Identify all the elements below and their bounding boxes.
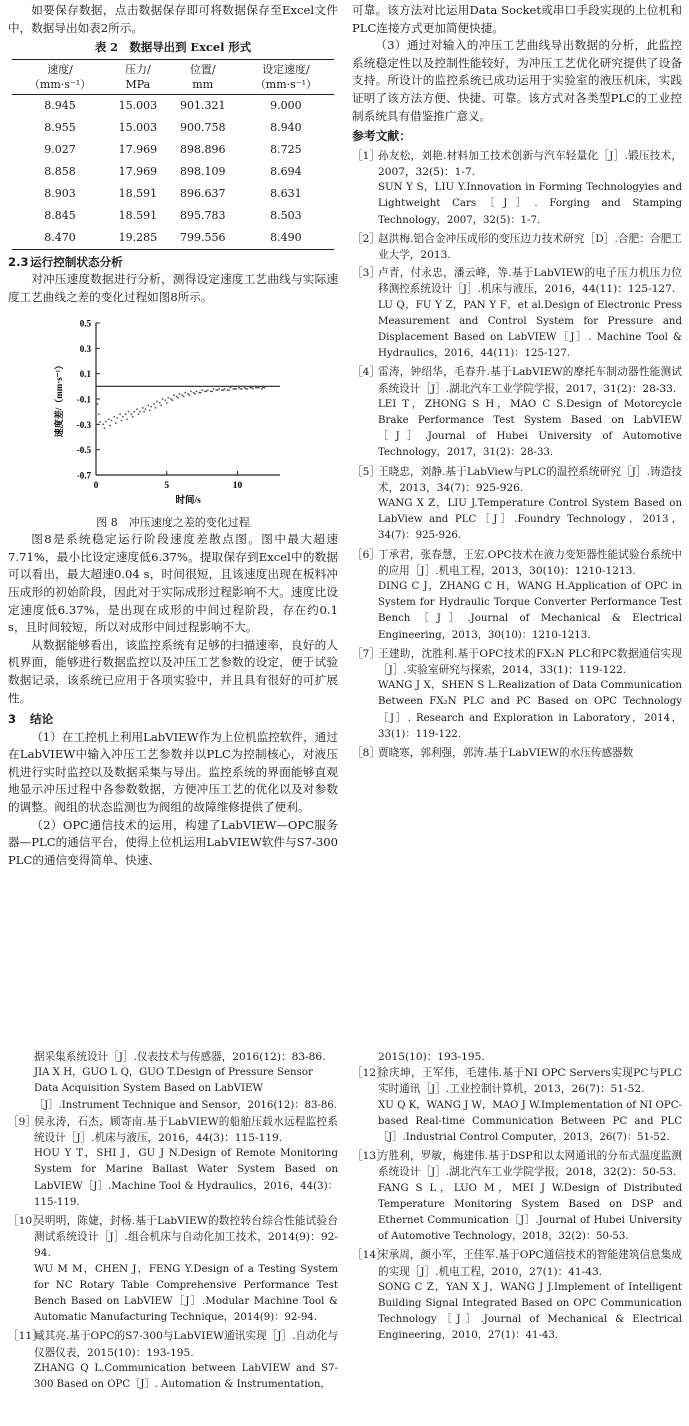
table-cell: 8.945: [44, 98, 76, 112]
reference-body: [378, 745, 682, 761]
table-row: [12, 94, 334, 117]
reference-body: [378, 148, 682, 229]
data-point: [153, 403, 155, 405]
reference-text-zh: 宋承周，颜小军，王佳军.基于OPC通信技术的智能建筑信息集成的实现［J］.机电工程，2010，27(1)：41-43.: [378, 1249, 682, 1278]
data-point: [109, 424, 111, 426]
data-point: [105, 420, 107, 422]
data-point: [187, 393, 189, 395]
paragraph-analysis: 对冲压速度数据进行分析，测得设定速度工艺曲线与实际速度工艺曲线之差的变化过程如图8所示。: [8, 272, 338, 304]
data-point: [132, 415, 134, 417]
reference-text-en: FANG S L，LUO M，MEI J W.Design of Distributed Temperature Monitoring System Based on DSP and Ethernet Communication［J］.Journal of Hubei University of Automotive Technology，2018，32(2)：50-53.: [378, 1182, 682, 1243]
paragraph-figure-discussion: 图8是系统稳定运行阶段速度差散点图。图中最大超速7.71%，最小比设定速度低6.37%。提取保存到Excel中的数据可以看出，最大超速0.04 s，时间很短，且该速度出现在板料冲压成形的初始阶段，因此对于实际成形过程影响不大。速度比设定速度低6.37%，是出现在成形的中间过程阶段，存在约0.1 s，且时间较短，所以对成形中间过程影响不大。: [8, 532, 338, 635]
x-axis-label: 时间/s: [175, 495, 201, 506]
reference-number: ［3］: [352, 267, 380, 280]
reference-number: ［8］: [352, 747, 380, 760]
data-point: [239, 388, 241, 390]
table-cell: 15.003: [118, 98, 158, 112]
table-cell: 8.694: [270, 164, 302, 178]
data-point: [139, 410, 141, 412]
data-point: [190, 390, 192, 392]
reference-body: [34, 1114, 338, 1211]
reference-item: [352, 1148, 682, 1245]
data-point: [97, 403, 99, 405]
reference-11-continued: 2015(10)：193-195.: [378, 1051, 485, 1063]
reference-item: [352, 547, 682, 644]
reference-item: [8, 1213, 338, 1326]
data-point: [230, 386, 232, 388]
reference-text-zh: 徐庆坤，王军伟，毛建伟.基于NI OPC Servers实现PC与PLC实时通讯［J］.工业控制计算机，2013，26(7)：51-52.: [378, 1067, 682, 1096]
data-point: [145, 408, 147, 410]
table-cell: 8.470: [12, 227, 108, 250]
data-point: [262, 386, 264, 388]
data-point: [228, 389, 230, 391]
table-cell: 17.969: [118, 142, 158, 156]
table-header: 设定速度/ （mm·s⁻¹）: [238, 59, 334, 94]
conclusion-1: （1）在工控机上利用LabVIEW作为上位机监控软件，通过在LabVIEW中输入冲压工艺参数并以PLC为控制核心，对液压机进行实时监控以及数据采集与导出。监控系统的界面能够直观地显示冲压过程中各参数数据，方便冲压工艺的优化以及对参数的调整。阀组的状态监测也为阀组的故障维修提供了便利。: [8, 729, 338, 815]
reference-text-en: WANG J X，SHEN S L.Realization of Data Communication Between FX₂N PLC and PC Based on OPC Technology［J］. Research and Exploration in Laboratory，2014，33(1)：119-122.: [378, 680, 682, 740]
paragraph-evaluation: 从数据能够看出，该监控系统有足够的扫描速率，良好的人机界面，能够进行数据监控以及冲压工艺参数的设定，便于试验数据记录，该系统已应用于各项实验中，并且具有很好的可扩展性。: [8, 637, 338, 705]
y-tick-label: 0.1: [79, 368, 91, 379]
reference-body: [378, 1065, 682, 1146]
reference-number: ［7］: [352, 647, 380, 660]
table-cell: 19.285: [108, 227, 167, 250]
data-point: [162, 398, 164, 400]
figure-8: [8, 307, 338, 512]
reference-list: [352, 1065, 682, 1344]
reference-text-zh: 贾晓寒，郭利强，郭涛.基于LabVIEW的水压传感器数: [378, 747, 634, 760]
reference-text-zh: 孙友松，刘艳.材料加工技术创新与汽车轻量化［J］.锻压技术，2007，32(5)：1-7.: [378, 149, 682, 178]
table-cell: 8.940: [270, 120, 302, 134]
data-point: [121, 419, 123, 421]
data-point: [98, 413, 100, 415]
reference-item: [352, 1065, 682, 1146]
reference-text-en: SONG C Z，YAN X J，WANG J J.Implement of Intelligent Building Signal Integrated Based on OPC Communication Technology［J］.Journal of Mechanical & Electrical Engineering，2010，27(1)：41-43.: [378, 1281, 682, 1342]
data-point: [133, 410, 135, 412]
left-column: [8, 2, 338, 869]
table-cell: 8.631: [270, 186, 302, 200]
reference-item: [352, 646, 682, 743]
reference-body: [378, 1247, 682, 1344]
bottom-left-column: [8, 1049, 338, 1395]
data-point: [143, 410, 145, 412]
reference-text-zh: 臧其亮.基于OPC的S7-300与LabVIEW通讯实现［J］.自动化与仪器仪表，2015(10)：193-195.: [34, 1330, 338, 1359]
reference-item: [352, 464, 682, 545]
table-cell: 8.503: [270, 208, 302, 222]
data-point: [207, 389, 209, 391]
data-point: [200, 391, 202, 393]
reference-text-en: XU Q K，WANG J W，MAO J W.Implementation of NI OPC-based Real-time Communication Between PC and PLC［J］.Industrial Control Computer，2013，26(7)：51-52.: [378, 1099, 682, 1144]
table-row: [12, 183, 334, 205]
table-cell: 9.000: [270, 98, 302, 112]
reference-text-en: ZHANG Q L.Communication between LabVIEW and S7-300 Based on OPC［J］. Automation & Instrumentation，: [34, 1362, 338, 1391]
data-point: [102, 423, 104, 425]
reference-body: [34, 1213, 338, 1326]
data-point: [164, 399, 166, 401]
reference-body: [378, 1148, 682, 1245]
data-point: [213, 388, 215, 390]
data-point: [115, 422, 117, 424]
table-row: [12, 139, 334, 161]
table-cell: 17.969: [118, 164, 158, 178]
data-point: [256, 386, 258, 388]
y-tick-label: 0.5: [79, 318, 91, 329]
table-header: 压力/ MPa: [108, 59, 167, 94]
data-point: [251, 386, 253, 388]
table-caption: 表 2 数据导出到 Excel 形式: [94, 40, 252, 55]
bottom-right-column: [352, 1049, 682, 1347]
reference-item: [352, 745, 682, 761]
data-point: [184, 391, 186, 393]
table-header: 位置/ mm: [168, 59, 238, 94]
data-point: [138, 413, 140, 415]
table-cell: 900.758: [179, 120, 226, 134]
x-tick-label: 5: [164, 480, 170, 491]
reference-text-en: LEI T，ZHONG S H，MAO C S.Design of Motorcycle Brake Performance Test System Based on LabVIEW［J］.Journal of Hubei University of Automotive Technology，2017，31(2)：28-33.: [378, 398, 682, 459]
data-point: [122, 415, 124, 417]
reference-item: [8, 1328, 338, 1393]
reference-item: [352, 231, 682, 263]
data-point: [193, 391, 195, 393]
data-point: [196, 390, 198, 392]
data-point: [206, 390, 208, 392]
data-point: [217, 389, 219, 391]
table-cell: 898.896: [179, 142, 226, 156]
reference-number: ［2］: [352, 232, 380, 245]
reference-body: [378, 646, 682, 743]
y-tick-label: -0.5: [76, 444, 91, 455]
table-cell: 9.027: [44, 142, 76, 156]
y-tick-label: -0.7: [76, 470, 91, 481]
reference-text-zh: 雷涛，钟绍华，毛春升.基于LabVIEW的摩托车制动器性能测试系统设计［J］.湖北汽车工业学院学报，2017，31(2)：28-33.: [378, 366, 682, 395]
table-cell: 8.725: [270, 142, 302, 156]
data-point: [126, 418, 128, 420]
table-cell: 895.783: [179, 208, 226, 222]
data-point: [119, 413, 121, 415]
data-point: [130, 413, 132, 415]
reference-body: [378, 547, 682, 644]
table-row: [12, 161, 334, 183]
reference-item: [352, 265, 682, 362]
data-point: [181, 394, 183, 396]
reference-text-zh: 丁承君，张春慧，王宏.OPC技术在液力变矩器性能试验台系统中的应用［J］.机电工程，2013，30(10)：1210-1213.: [378, 548, 682, 577]
data-point: [224, 388, 226, 390]
data-point: [167, 396, 169, 398]
data-point: [156, 400, 158, 402]
data-point: [166, 401, 168, 403]
reference-list: [352, 148, 682, 762]
reference-text-zh: 侯永涛，石杰，顾寄南.基于LabVIEW的船舶压载水远程监控系统设计［J］.机床与液压，2016，44(3)：115-119.: [34, 1115, 338, 1145]
reference-text-en: LU Q，FU Y Z，PAN Y F，et al.Design of Electronic Press Measurement and Control System for Pressure and Displacement Based on LabVIEW［J］. Machine Tool & Hydraulics，2016，44(11)：125-127.: [378, 299, 682, 360]
data-point: [159, 401, 161, 403]
conclusion-2: （2）OPC通信技术的运用，构建了LabVIEW—OPC服务器—PLC的通信平台，使得上位机运用LabVIEW软件与S7-300 PLC的通信变得简单、快速、: [8, 817, 338, 867]
data-point: [147, 404, 149, 406]
conclusion-2-continued: 可靠。该方法对比运用Data Socket或串口手段实现的上位机和PLC连接方式更加简便快捷。: [352, 3, 682, 35]
reference-text-en: SUN Y S，LIU Y.Innovation in Forming Technologyies and Lightweight Cars［J］. Forging and Stamping Technology，2007，32(5)：1-7.: [378, 182, 682, 226]
table-cell: 8.845: [44, 208, 76, 222]
data-point: [218, 388, 220, 390]
data-point: [222, 389, 224, 391]
scatter-chart: [8, 307, 338, 512]
table-cell: 18.591: [118, 186, 158, 200]
reference-item: [8, 1114, 338, 1211]
data-point: [114, 415, 116, 417]
table-row: [12, 117, 334, 139]
reference-number: ［6］: [352, 548, 380, 561]
data-table: [12, 59, 334, 250]
intro-paragraph: 如要保存数据，点击数据保存即可将数据保存至Excel文件中，数据导出如表2所示。: [8, 3, 338, 35]
reference-number: ［13］: [352, 1150, 387, 1163]
reference-body: [378, 231, 682, 263]
table-cell: 898.109: [179, 164, 226, 178]
reference-text-en: WANG X Z，LIU J.Temperature Control System Based on LabView and PLC［J］.Foundry Technology，2013，34(7)：925-926.: [378, 498, 682, 542]
data-point: [108, 418, 110, 420]
references-heading: 参考文献：: [352, 129, 411, 144]
y-axis-label: 速度差/（mm·s⁻¹）: [54, 360, 64, 437]
reference-number: ［9］: [8, 1115, 36, 1128]
data-point: [244, 386, 246, 388]
section-heading-2-3: 2.3运行控制状态分析: [8, 254, 123, 269]
data-point: [245, 388, 247, 390]
data-point: [201, 389, 203, 391]
data-point: [160, 404, 162, 406]
data-point: [177, 396, 179, 398]
reference-number: ［1］: [352, 149, 380, 162]
data-point: [173, 394, 175, 396]
data-point: [150, 405, 152, 407]
data-point: [238, 386, 240, 388]
reference-number: ［4］: [352, 366, 380, 379]
y-tick-label: -0.3: [76, 419, 91, 430]
reference-8-continued: 据采集系统设计［J］.仪表技术与传感器，2016(12)：83-86. JIA X H，GUO L Q，GUO T.Design of Pressure Sensor Data Acquisition System Based on LabVIEW［J］.Instrument Technique and Sensor，2016(12)：83-86.: [34, 1051, 338, 1111]
reference-text-en: HOU Y T，SHI J，GU J N.Design of Remote Monitoring System for Marine Ballast Water System Based on LabVIEW［J］.Machine Tool & Hydraulics，2016，44(3)：115-119.: [34, 1148, 338, 1208]
data-point: [261, 388, 263, 390]
reference-body: [378, 464, 682, 545]
table-row: [12, 227, 334, 250]
reference-number: ［11］: [8, 1330, 43, 1343]
reference-text-zh: 赵洪梅.铝合金冲压成形的变压边力技术研究［D］.合肥：合肥工业大学，2013.: [378, 232, 682, 261]
reference-number: ［5］: [352, 465, 380, 478]
reference-item: [352, 1247, 682, 1344]
reference-text-zh: 王建助，沈胜利.基于OPC技术的FX₂N PLC和PC数据通信实现［J］.实验室研究与探索，2014，33(1)：119-122.: [378, 647, 682, 677]
reference-text-zh: 卢青，付永忠，潘云峰，等.基于LabVIEW的电子压力机压力位移测控系统设计［J］.机床与液压，2016，44(11)：125-127.: [378, 267, 682, 296]
table-cell: 8.903: [44, 186, 76, 200]
data-point: [189, 394, 191, 396]
reference-body: [378, 364, 682, 461]
data-point: [125, 413, 127, 415]
reference-body: [34, 1328, 338, 1393]
reference-text-en: WU M M，CHEN J，FENG Y.Design of a Testing System for NC Rotary Table Comprehensive Performance Test Bench Based on LabVIEW［J］.Modular Machine Tool & Automatic Manufacturing Technique，2014(9)：92-94.: [34, 1263, 338, 1324]
y-tick-label: -0.1: [76, 394, 91, 405]
reference-list: [8, 1114, 338, 1393]
reference-item: [352, 148, 682, 229]
reference-number: ［10］: [8, 1215, 43, 1228]
data-point: [136, 408, 138, 410]
table-cell: 15.003: [118, 120, 158, 134]
data-point: [252, 388, 254, 390]
data-point: [116, 417, 118, 419]
table-cell: 8.955: [44, 120, 76, 134]
table-cell: 8.858: [44, 164, 76, 178]
data-point: [194, 393, 196, 395]
reference-text-zh: 王晓忠，刘静.基于LabView与PLC的温控系统研究［J］.铸造技术，2013，34(7)：925-926.: [378, 465, 682, 494]
data-point: [111, 419, 113, 421]
reference-item: [352, 364, 682, 461]
data-point: [183, 395, 185, 397]
data-point: [172, 399, 174, 401]
table-header-row: [12, 59, 334, 94]
data-point: [104, 427, 106, 429]
table-cell: 896.637: [179, 186, 226, 200]
x-tick-label: 10: [232, 480, 243, 491]
data-point: [170, 398, 172, 400]
conclusion-3: （3）通过对输入的冲压工艺曲线导出数据的分析，此监控系统稳定性以及控制性能较好，为冲压工艺优化研究提供了设备支持。所设计的监控系统已成功运用于实验室的液压机床，实践证明了该方法方便、快捷、可靠。该方式对各类型PLC的工业控制系统具有借鉴推广意义。: [352, 38, 682, 123]
reference-body: [378, 265, 682, 362]
data-point: [128, 410, 130, 412]
reference-text-zh: 方胜利，罗敏，梅建伟.基于DSP和以太网通讯的分布式温度监测系统设计［J］.湖北汽车工业学院学报，2018，32(2)：50-53.: [378, 1150, 682, 1179]
data-point: [142, 407, 144, 409]
table-cell: 799.556: [168, 227, 238, 250]
data-point: [99, 420, 101, 422]
table-header: 速度/ （mm·s⁻¹）: [12, 59, 108, 94]
y-tick-label: 0.3: [79, 343, 91, 354]
right-column: [352, 2, 682, 763]
table-cell: 8.490: [238, 227, 334, 250]
reference-text-zh: 吴明明，陈婕，封杨.基于LabVIEW的数控转台综合性能试验台测试系统设计［J］.组合机床与自动化加工技术，2014(9)：92-94.: [34, 1215, 338, 1260]
table-cell: 901.321: [179, 98, 226, 112]
table-row: [12, 205, 334, 227]
data-point: [211, 390, 213, 392]
data-point: [155, 407, 157, 409]
table-cell: 18.591: [118, 208, 158, 222]
data-point: [149, 409, 151, 411]
x-tick-label: 0: [93, 480, 99, 491]
data-point: [176, 395, 178, 397]
reference-number: ［12］: [352, 1067, 387, 1080]
data-point: [179, 393, 181, 395]
reference-number: ［14］: [352, 1249, 387, 1262]
figure-caption: 图 8 冲压速度之差的变化过程: [96, 515, 250, 529]
data-point: [234, 388, 236, 390]
section-heading-3: 3 结论: [8, 712, 54, 727]
reference-text-en: DING C J，ZHANG C H，WANG H.Application of OPC in System for Hydraulic Torque Converter Performance Test Bench［J］.Journal of Mechanical & Electrical Engineering，2013，30(10)：1210-1213.: [378, 581, 682, 641]
